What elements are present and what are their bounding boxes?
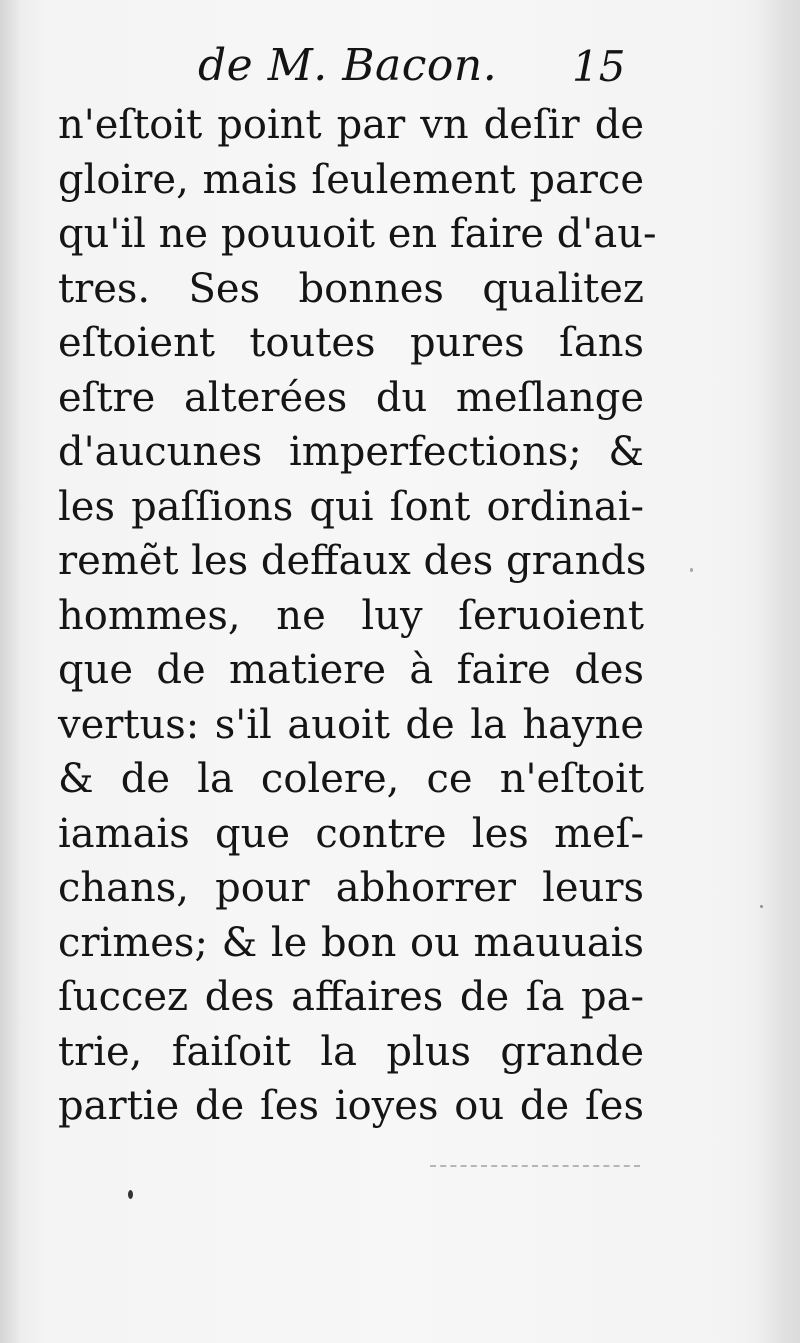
gutter-shadow [0,0,22,1343]
text-line: que de matiere à faire des [58,647,644,693]
text-line: eſtre alterées du meſlange [58,374,644,421]
text-line: tres. Ses bonnes qualitez [58,265,644,312]
text-line: trie, faiſoit la plus grande [58,1028,644,1075]
body-text [58,98,657,1134]
page-edge [760,0,800,1343]
text-line: hommes, ne luy ſeruoient [58,592,644,639]
text-line: n'eſtoit point par vn deſir de [58,102,644,148]
text-line: & de la colere, ce n'eſtoit [58,756,644,802]
text-line: les paſſions qui ſont ordinai- [58,483,644,530]
text-line: vertus: s'il auoit de la hayne [58,701,644,748]
text-line: eſtoient toutes pures ſans [58,320,644,366]
text-line: partie de ſes ioyes ou de ſes [58,1083,644,1129]
text-line: chans, pour abhorrer leurs [58,865,644,911]
running-head-title: de M. Bacon. [198,40,498,91]
bleed-through-marks [430,1165,640,1169]
text-line: ſuccez des affaires de ſa pa- [58,974,644,1020]
ink-speck [760,905,763,908]
page-number: 15 [572,42,626,91]
text-line: gloire, mais ſeulement parce [58,156,644,203]
ink-speck [690,568,693,572]
text-line: crimes; & le bon ou mauuais [58,919,644,966]
text-line: qu'il ne pouuoit en faire d'au- [58,211,657,257]
text-line: d'aucunes imperfections; & [58,429,644,475]
ink-speck [128,1190,133,1199]
text-line: iamais que contre les meſ- [58,810,644,857]
text-line: remẽt les deffaux des grands [58,538,647,584]
